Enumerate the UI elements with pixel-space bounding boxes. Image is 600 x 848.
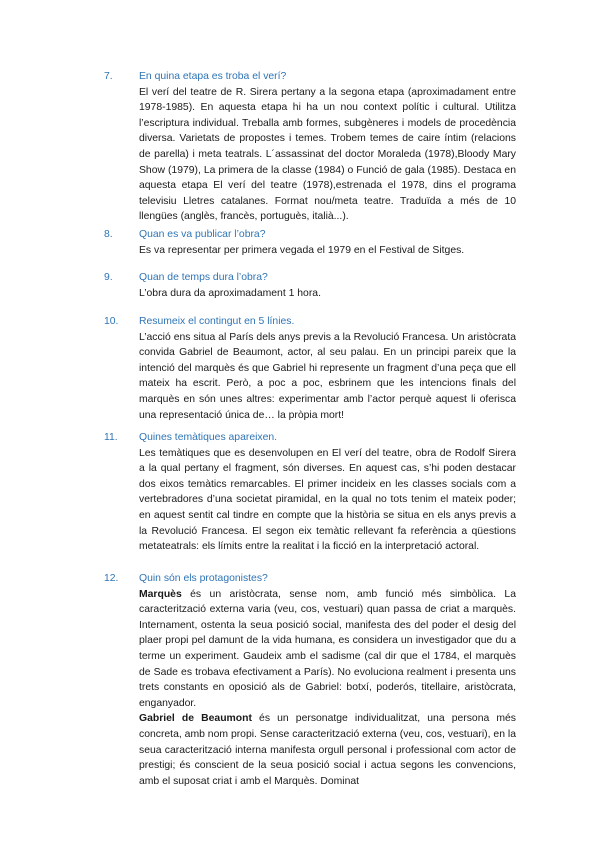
- question-number: 10.: [104, 316, 119, 327]
- question-heading: Resumeix el contingut en 5 línies.: [139, 316, 295, 327]
- answer-text: El verí del teatre de R. Sirera pertany a la segona etapa (aproximadament entre 1978-1985). En aquesta etapa hi ha un nou context polític i cultural. Utilitza l’escriptura individual. Treballa amb formes, subgèneres i models de procedència diversa. Varietats de propostes i temes. Trobem temes de caire íntim (relacions de parella) i meta teatrals. L´assassinat del doctor Moraleda (1978),Bloody Mary Show (1979), La primera de la classe (1984) o Funció de gala (1985). Destaca en aquesta etapa El verí del teatre (1978),estrenada el 1978, dins el programa televisiu Lletres catalanes. Format nou/meta teatre. Traduïda a més de 10 llengües (anglès, francès, portuguès, italià...).: [139, 86, 516, 223]
- question-heading: Quan de temps dura l’obra?: [139, 272, 268, 283]
- question-heading: Quan es va publicar l’obra?: [139, 229, 266, 240]
- protagonist-paragraph-marques: [139, 587, 516, 712]
- question-heading: Quin són els protagonistes?: [139, 573, 268, 584]
- question-item-7: [104, 69, 516, 225]
- protagonist-description: és un aristòcrata, sense nom, amb funció més simbòlica. La caracterització externa varia (veu, cos, vestuari) quan passa de criat a marquès. Internament, ostenta la seua posició social, manifesta des del poder el desig del plaer propi pel damunt de la vida humana, es considera un investigador que du a terme un experiment. Gaudeix amb el sadisme (cal dir que el 1784, el marquès de Sade es trobava efectivament a París). No evoluciona realment i presenta uns trets constants en oposició als de Gabriel: botxí, poderós, titellaire, aristòcrata, enganyador.: [139, 588, 516, 709]
- answer-text: L’obra dura da aproximadament 1 hora.: [139, 287, 321, 299]
- question-item-12: [104, 571, 516, 789]
- question-number: 11.: [104, 432, 118, 443]
- protagonist-paragraph-gabriel: [139, 711, 516, 789]
- protagonist-name: Gabriel de Beaumont: [139, 713, 252, 725]
- question-number: 12.: [104, 573, 119, 584]
- protagonist-name: Marquès: [139, 588, 182, 600]
- question-item-8: [104, 227, 516, 258]
- question-number: 8.: [104, 229, 113, 240]
- question-item-9: [104, 270, 516, 301]
- question-item-11: [104, 430, 516, 555]
- question-heading: Quines temàtiques apareixen.: [139, 432, 278, 443]
- question-number: 9.: [104, 272, 113, 283]
- question-heading: En quina etapa es troba el verí?: [139, 71, 287, 82]
- question-number: 7.: [104, 71, 113, 82]
- answer-text: L’acció ens situa al París dels anys previs a la Revolució Francesa. Un aristòcrata convida Gabriel de Beaumont, actor, al seu palau. En un principi pareix que la intenció del marquès és que Gabriel hi represente un fragment d’una peça que ell mateix ha escrit. Però, a poc a poc, esbrinem que les intencions finals del marquès en són unes altres: experimentar amb l’actor perquè aquest li oferisca una representació única de… la pròpia mort!: [139, 331, 516, 421]
- answer-text: [139, 587, 516, 790]
- question-item-10: [104, 314, 516, 423]
- answer-text: Es va representar per primera vegada el 1979 en el Festival de Sitges.: [139, 244, 465, 256]
- answer-text: Les temàtiques que es desenvolupen en El verí del teatre, obra de Rodolf Sirera a la qual pertany el fragment, són diverses. En aquest cas, s’hi poden destacar dos eixos temàtics remarcables. El primer incideix en les classes socials com a vertebradores d’una societat piramidal, en la qual no tots tenim el mateix poder; en aquest sentit cal tindre en compte que la història se situa en els anys previs a la Revolució Francesa. El segon eix temàtic rellevant fa referència a qüestions metateatrals: els límits entre la realitat i la ficció en la interpretació actoral.: [139, 447, 516, 553]
- protagonist-description: és un personatge individualitzat, una persona més concreta, amb nom propi. Sense caracterització externa (veu, cos, vestuari), en la seua caracterització interna manifesta orgull personal i professional com actor de prestigi; és conscient de la seua posició social i actua segons les convencions, amb el suposat criat i amb el Marquès. Dominat: [139, 713, 516, 787]
